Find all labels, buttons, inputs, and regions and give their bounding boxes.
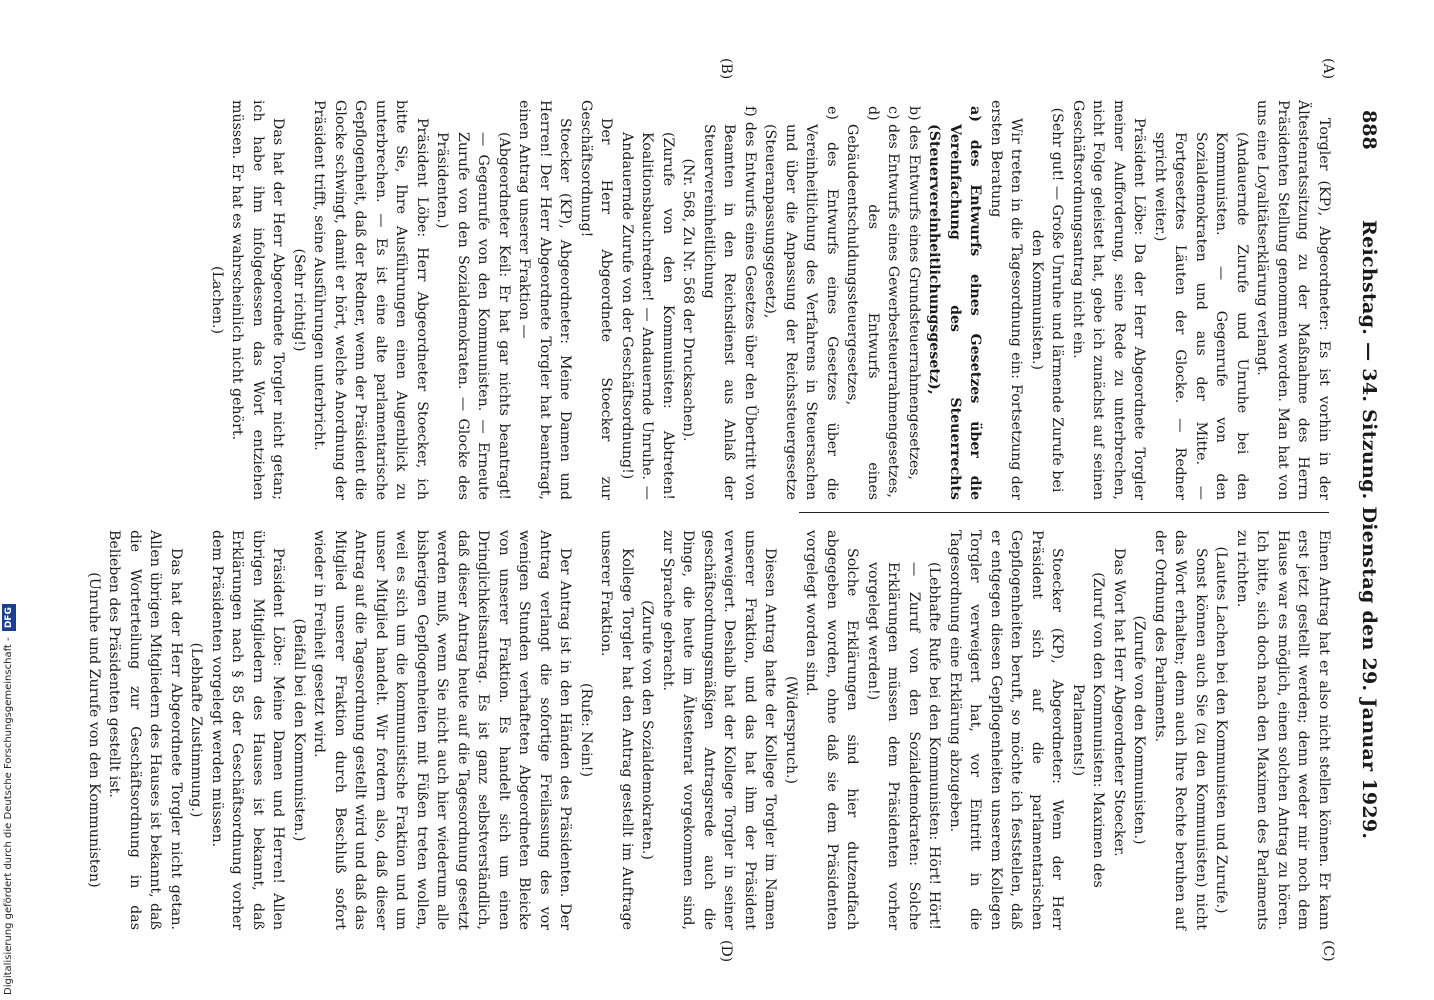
paragraph: Der Herr Abgeordnete Stoecker zur Geschäftsordnung! (578, 100, 615, 500)
agenda-item: b) des Entwurfs eines Grundsteuerrahmengesetzes, (906, 106, 922, 481)
column-divider (799, 512, 1329, 513)
paragraph: Das hat der Herr Abgeordnete Torgler nicht getan. Allen übrigen Mitgliedern des Hauses ist bekannt, daß die Worterteilung zur Geschäftsordnung in das Belieben des Präsidenten gestellt ist. (106, 530, 184, 930)
interjection: (Widerspruch.) (783, 675, 799, 785)
interjection: (Zurufe von den Kommunisten.) (1131, 615, 1148, 845)
interjection: (Zuruf von den Kommunisten: Maximen des Parlaments!) (1070, 572, 1107, 888)
agenda-item: a) des Entwurfs eines Gesetzes über die Vereinfachung des Steuerrechts (Steuervereinheitlichungsgesetz), (926, 106, 984, 500)
right-column (84, 530, 1335, 930)
paragraph: Sonst können auch Sie (zu den Kommunisten) nicht das Wort erhalten; denn auch Ihre Rechte beruhen auf der Ordnung des Parlaments. (1152, 530, 1209, 930)
margin-letter-d: (D) (718, 940, 734, 963)
margin-letter-c: (C) (1320, 940, 1336, 962)
interjection: (Unruhe und Zurufe von den Kommunisten) (86, 572, 102, 888)
page-header (1340, 70, 1380, 940)
paragraph: Torgler (KP), Abgeordneter: Es ist vorhin in der Ältestenratssitzung zu der Maßnahme des Herrn Präsidenten Stellung genommen worden. Man hat von uns eine Loyalitätserklärung verlangt. (1254, 100, 1332, 500)
agenda-item: e) des Entwurfs eines Gesetzes über die Vereinheitlichung des Verfahrens in Steuersachen und über die Anpassung der Reichssteuergesetze (Steueranpassungsgesetz), (762, 106, 840, 500)
interjection: (Lebhafte Rufe bei den Kommunisten: Hört! Hört! — Zuruf von den Sozialdemokraten: Solche Erklärungen müssen dem Präsidenten vorher vorgelegt werden!) (865, 562, 943, 930)
paragraph: Solche Erklärungen sind hier dutzendfach abgegeben worden, ohne daß sie dem Präsidenten vorgelegt worden sind. (803, 530, 861, 930)
page-number: 888 (1358, 110, 1380, 150)
paragraph: Einen Antrag hat er also nicht stellen können. Er kann erst jetzt gestellt werden; denn weder mir noch dem Hause war es möglich, einen solchen Antrag zu hören. Ich bitte, sich doch nach den Maximen des Parlaments zu richten. (1234, 530, 1332, 930)
paragraph: Der Antrag ist in den Händen des Präsidenten. Der Antrag verlangt die sofortige Freilassung des vor wenigen Stunden verhafteten Abgeordneten Bleicke von unserer Fraktion. Es handelt sich um einen Dringlichkeitsantrag. Es ist ganz selbstverständlich, daß dieser Antrag heute auf die Tagesordnung gesetzt werden muß, wenn Sie nicht auch hier wiederum alle bisherigen Gepflogenheiten mit Füßen treten wollen, weil es sich um die kommunistische Fraktion und um unser Mitglied handelt. Wir fordern also, daß dieser Antrag auf die Tagesordnung gestellt wird und daß das Mitglied unserer Fraktion durch Beschluß sofort wieder in Freiheit gesetzt wird. (311, 530, 574, 930)
paragraph: Kollege Torgler hat den Antrag gestellt im Auftrage unserer Fraktion. (598, 530, 635, 930)
interjection: (Lautes Lachen bei den Kommunisten und Zurufe.) (1213, 546, 1230, 914)
digitization-credit (2, 604, 16, 995)
interjection: (Beifall bei den Kommunisten.) (291, 618, 307, 842)
agenda-item: d) des Entwurfs eines Gebäudeentschuldungssteuergesetzes, (844, 106, 881, 500)
interjection: (Lachen.) (209, 265, 225, 335)
interjection: (Rufe: Nein!) (578, 682, 594, 777)
interjection: (Abgeordneter Keil: Er hat gar nichts beantragt! — Gegenrufe von den Kommunisten. — Erneute Zurufe von den Sozialdemokraten. — Glocke des Präsidenten.) (434, 132, 512, 500)
paragraph: Stoecker (KP), Abgeordneter: Meine Damen und Herren! Der Herr Abgeordnete Torgler hat beantragt, einen Antrag unserer Fraktion — (516, 100, 574, 500)
interjection: (Sehr richtig!) (291, 248, 307, 352)
paragraph: Präsident Löbe: Da der Herr Abgeordnete Torgler meiner Aufforderung, seine Rede zu unterbrechen, nicht Folge geleistet hat, gebe ich zunächst auf seinen Geschäftsordnungsantrag nicht ein. (1070, 100, 1148, 500)
credit-text: Digitalisierung gefördert durch die Deutsche Forschungsgemeinschaft - (3, 637, 14, 995)
paragraph: Diesen Antrag hatte der Kollege Torgler im Namen unserer Fraktion, und das hat ihm der Präsident verweigert. Deshalb hat der Kollege Torgler in seiner geschäftsordnungsmäßigen Antragsrede auch die Dinge, die heute im Ältestenrat vorgekommen sind, zur Sprache gebracht. (660, 530, 779, 930)
running-head: Reichstag. — 34. Sitzung. Dienstag den 29. Januar 1929. (1358, 220, 1380, 840)
agenda-item: f) des Entwurfs eines Gesetzes über den Übertritt von Beamten in den Reichsdienst aus Anlaß der Steuervereinheitlichung (701, 106, 758, 500)
agenda-item: c) des Entwurfs eines Gewerbesteuerrahmengesetzes, (885, 106, 902, 498)
footer-strip (2, 600, 20, 995)
paragraph: Präsident Löbe: Meine Damen und Herren! Allen übrigen Mitgliedern des Hauses ist bekannt, daß Erklärungen nach § 85 der Geschäftsordnung vorher dem Präsidenten vorgelegt werden müssen. (209, 530, 287, 930)
paragraph: Wir treten in die Tagesordnung ein: Fortsetzung der ersten Beratung (988, 100, 1025, 500)
margin-letter-b: (B) (718, 58, 734, 80)
interjection: (Andauernde Zurufe und Unruhe bei den Kommunisten. — Gegenrufe von den Sozialdemokraten und aus der Mitte. — Fortgesetztes Läuten der Glocke. — Redner spricht weiter.) (1152, 132, 1250, 500)
paragraph: (Nr. 568, Zu Nr. 568 der Drucksachen). (680, 158, 697, 442)
interjection: (Sehr gut! — Große Unruhe und lärmende Zurufe bei den Kommunisten.) (1029, 107, 1066, 493)
dfg-logo: DFG (2, 604, 16, 631)
margin-letter-a: (A) (1320, 58, 1336, 80)
interjection: (Zurufe von den Kommunisten: Abtreten! Koalitionsbauchredner! — Andauernde Unruhe. — Andauernde Zurufe von der Geschäftsordnung!) (619, 132, 676, 500)
paragraph: Das Wort hat Herr Abgeordneter Stoecker. (1111, 548, 1127, 857)
paragraph: Präsident Löbe: Herr Abgeordneter Stoecker, ich bitte Sie, Ihre Ausführungen einen Augenblick zu unterbrechen. — Es ist eine alte parlamentarische Gepflogenheit, daß der Redner, wenn der Präsident die Glocke schwingt, damit er hört, welche Anordnung der Präsident trifft, seine Ausführungen unterbricht. (311, 100, 430, 500)
paragraph: Das hat der Herr Abgeordnete Torgler nicht getan; ich habe ihm infolgedessen das Wort entziehen müssen. Er hat es wahrscheinlich nicht gehört. (229, 100, 287, 500)
left-column (207, 100, 1335, 500)
interjection: (Lebhafte Zustimmung.) (188, 642, 205, 818)
paragraph: Stoecker (KP), Abgeordneter: Wenn der Herr Präsident sich auf die parlamentarischen Gepflogenheiten beruft, so möchte ich feststellen, daß er entgegen diesen Gepflogenheiten unserem Kollegen Torgler verweigert hat, vor Eintritt in die Tagesordnung eine Erklärung abzugeben. (947, 530, 1066, 930)
interjection: (Zurufe von den Sozialdemokraten.) (639, 600, 656, 860)
